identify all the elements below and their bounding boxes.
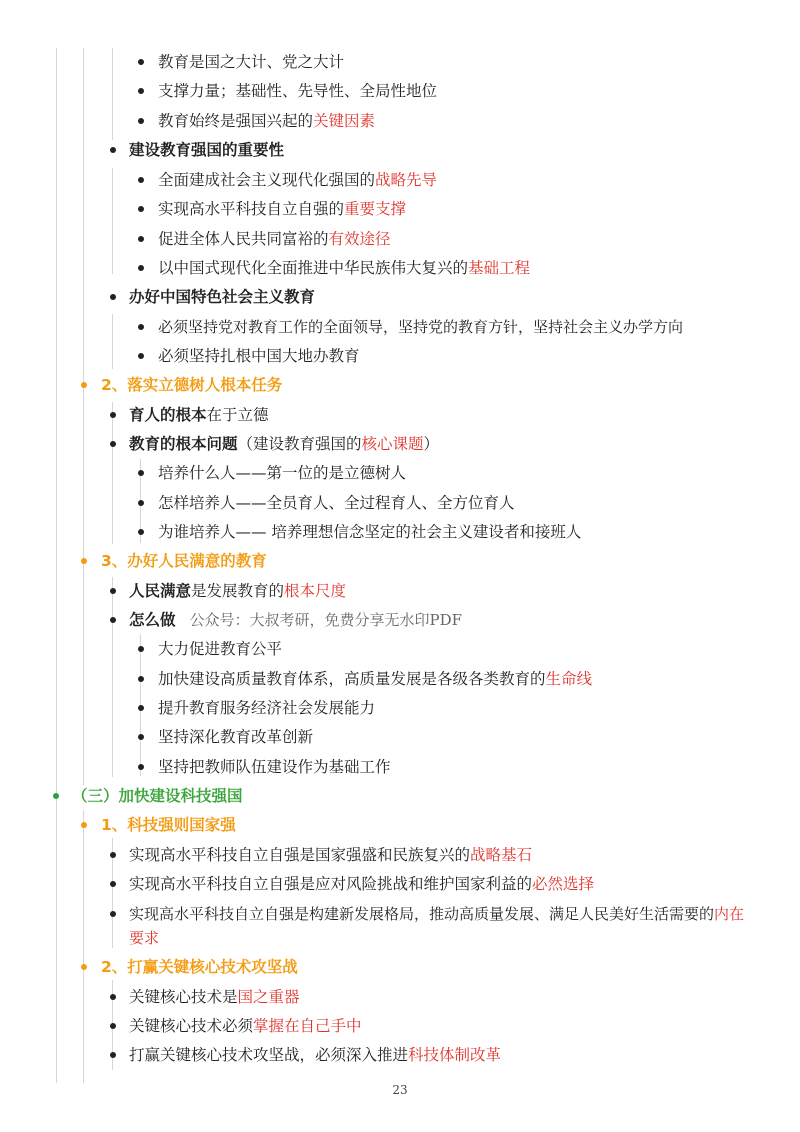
bullet bbox=[138, 324, 144, 330]
list-item: 实现高水平科技自立自强是构建新发展格局，推动高质量发展、满足人民美好生活需要的内在要求 bbox=[129, 905, 745, 947]
list-item: 教育是国之大计、党之大计 bbox=[158, 53, 345, 71]
bullet bbox=[138, 529, 144, 535]
tree-guide-line bbox=[83, 48, 84, 785]
bullet bbox=[110, 852, 116, 858]
tree-guide-line bbox=[112, 577, 113, 777]
list-item: 为谁培养人—— 培养理想信念坚定的社会主义建设者和接班人 bbox=[158, 523, 582, 541]
bullet bbox=[110, 294, 116, 300]
bullet bbox=[138, 118, 144, 124]
bullet bbox=[138, 764, 144, 770]
list-item: 实现高水平科技自立自强是应对风险挑战和维护国家利益的必然选择 bbox=[129, 875, 595, 893]
bullet bbox=[110, 588, 116, 594]
list-item: 实现高水平科技自立自强是国家强盛和民族复兴的战略基石 bbox=[129, 846, 533, 864]
tree-guide-line bbox=[56, 48, 57, 1083]
section-heading: 1、科技强则国家强 bbox=[101, 816, 236, 834]
list-item: 坚持深化教育改革创新 bbox=[158, 728, 314, 746]
bullet bbox=[110, 147, 116, 153]
bullet bbox=[110, 412, 116, 418]
list-item: 全面建成社会主义现代化强国的战略先导 bbox=[158, 171, 438, 189]
page-number: 23 bbox=[392, 1083, 408, 1097]
list-item: 加快建设高质量教育体系，高质量发展是各级各类教育的生命线 bbox=[158, 670, 593, 688]
list-item: 怎么做 公众号：大叔考研，免费分享无水印PDF bbox=[129, 611, 463, 629]
bullet bbox=[138, 206, 144, 212]
bullet bbox=[81, 964, 87, 970]
section-heading: 2、落实立德树人根本任务 bbox=[101, 376, 283, 394]
list-item: 怎样培养人——全员育人、全过程育人、全方位育人 bbox=[158, 494, 515, 512]
bullet bbox=[138, 236, 144, 242]
list-item: 人民满意是发展教育的根本尺度 bbox=[129, 582, 347, 600]
list-item: 支撑力量；基础性、先导性、全局性地位 bbox=[158, 82, 438, 100]
bullet bbox=[138, 177, 144, 183]
bullet bbox=[138, 500, 144, 506]
bullet bbox=[138, 353, 144, 359]
tree-guide-line bbox=[83, 810, 84, 1083]
section-heading: 2、打赢关键核心技术攻坚战 bbox=[101, 958, 298, 976]
bullet bbox=[138, 705, 144, 711]
bullet bbox=[138, 59, 144, 65]
bullet bbox=[110, 881, 116, 887]
list-heading: 建设教育强国的重要性 bbox=[129, 141, 285, 159]
watermark-note: 公众号：大叔考研，免费分享无水印PDF bbox=[189, 611, 463, 629]
bullet bbox=[138, 470, 144, 476]
bullet bbox=[81, 382, 87, 388]
bullet bbox=[138, 265, 144, 271]
bullet bbox=[81, 558, 87, 564]
list-item: 以中国式现代化全面推进中华民族伟大复兴的基础工程 bbox=[158, 259, 531, 277]
tree-guide-line bbox=[112, 168, 113, 274]
section-heading: 3、办好人民满意的教育 bbox=[101, 552, 267, 570]
list-item: 打赢关键核心技术攻坚战，必须深入推进科技体制改革 bbox=[129, 1046, 502, 1064]
list-item: 提升教育服务经济社会发展能力 bbox=[158, 699, 376, 717]
bullet bbox=[110, 1023, 116, 1029]
bullet bbox=[138, 88, 144, 94]
bullet bbox=[138, 734, 144, 740]
list-item: 促进全体人民共同富裕的有效途径 bbox=[158, 230, 391, 248]
chapter-heading: （三）加快建设科技强国 bbox=[72, 787, 243, 805]
bullet bbox=[138, 676, 144, 682]
list-item: 教育的根本问题（建设教育强国的核心课题） bbox=[129, 435, 440, 453]
bullet bbox=[110, 441, 116, 447]
tree-guide-line bbox=[112, 402, 113, 544]
list-item: 必须坚持党对教育工作的全面领导，坚持党的教育方针，坚持社会主义办学方向 bbox=[158, 318, 684, 336]
list-heading: 办好中国特色社会主义教育 bbox=[129, 288, 316, 306]
list-item: 教育始终是强国兴起的关键因素 bbox=[158, 112, 376, 130]
bullet bbox=[110, 994, 116, 1000]
list-item: 关键核心技术是国之重器 bbox=[129, 988, 300, 1006]
bullet bbox=[138, 646, 144, 652]
list-item: 育人的根本在于立德 bbox=[129, 406, 269, 424]
list-item: 必须坚持扎根中国大地办教育 bbox=[158, 347, 360, 365]
bullet bbox=[81, 822, 87, 828]
bullet bbox=[53, 793, 59, 799]
tree-guide-line bbox=[112, 314, 113, 369]
bullet bbox=[110, 1052, 116, 1058]
bullet bbox=[110, 617, 116, 623]
tree-guide-line bbox=[112, 48, 113, 140]
list-item: 关键核心技术必须掌握在自己手中 bbox=[129, 1017, 362, 1035]
list-item: 坚持把教师队伍建设作为基础工作 bbox=[158, 758, 391, 776]
list-item: 实现高水平科技自立自强的重要支撑 bbox=[158, 200, 407, 218]
bullet bbox=[110, 911, 116, 917]
list-item: 培养什么人——第一位的是立德树人 bbox=[158, 464, 407, 482]
list-item: 大力促进教育公平 bbox=[158, 640, 283, 658]
